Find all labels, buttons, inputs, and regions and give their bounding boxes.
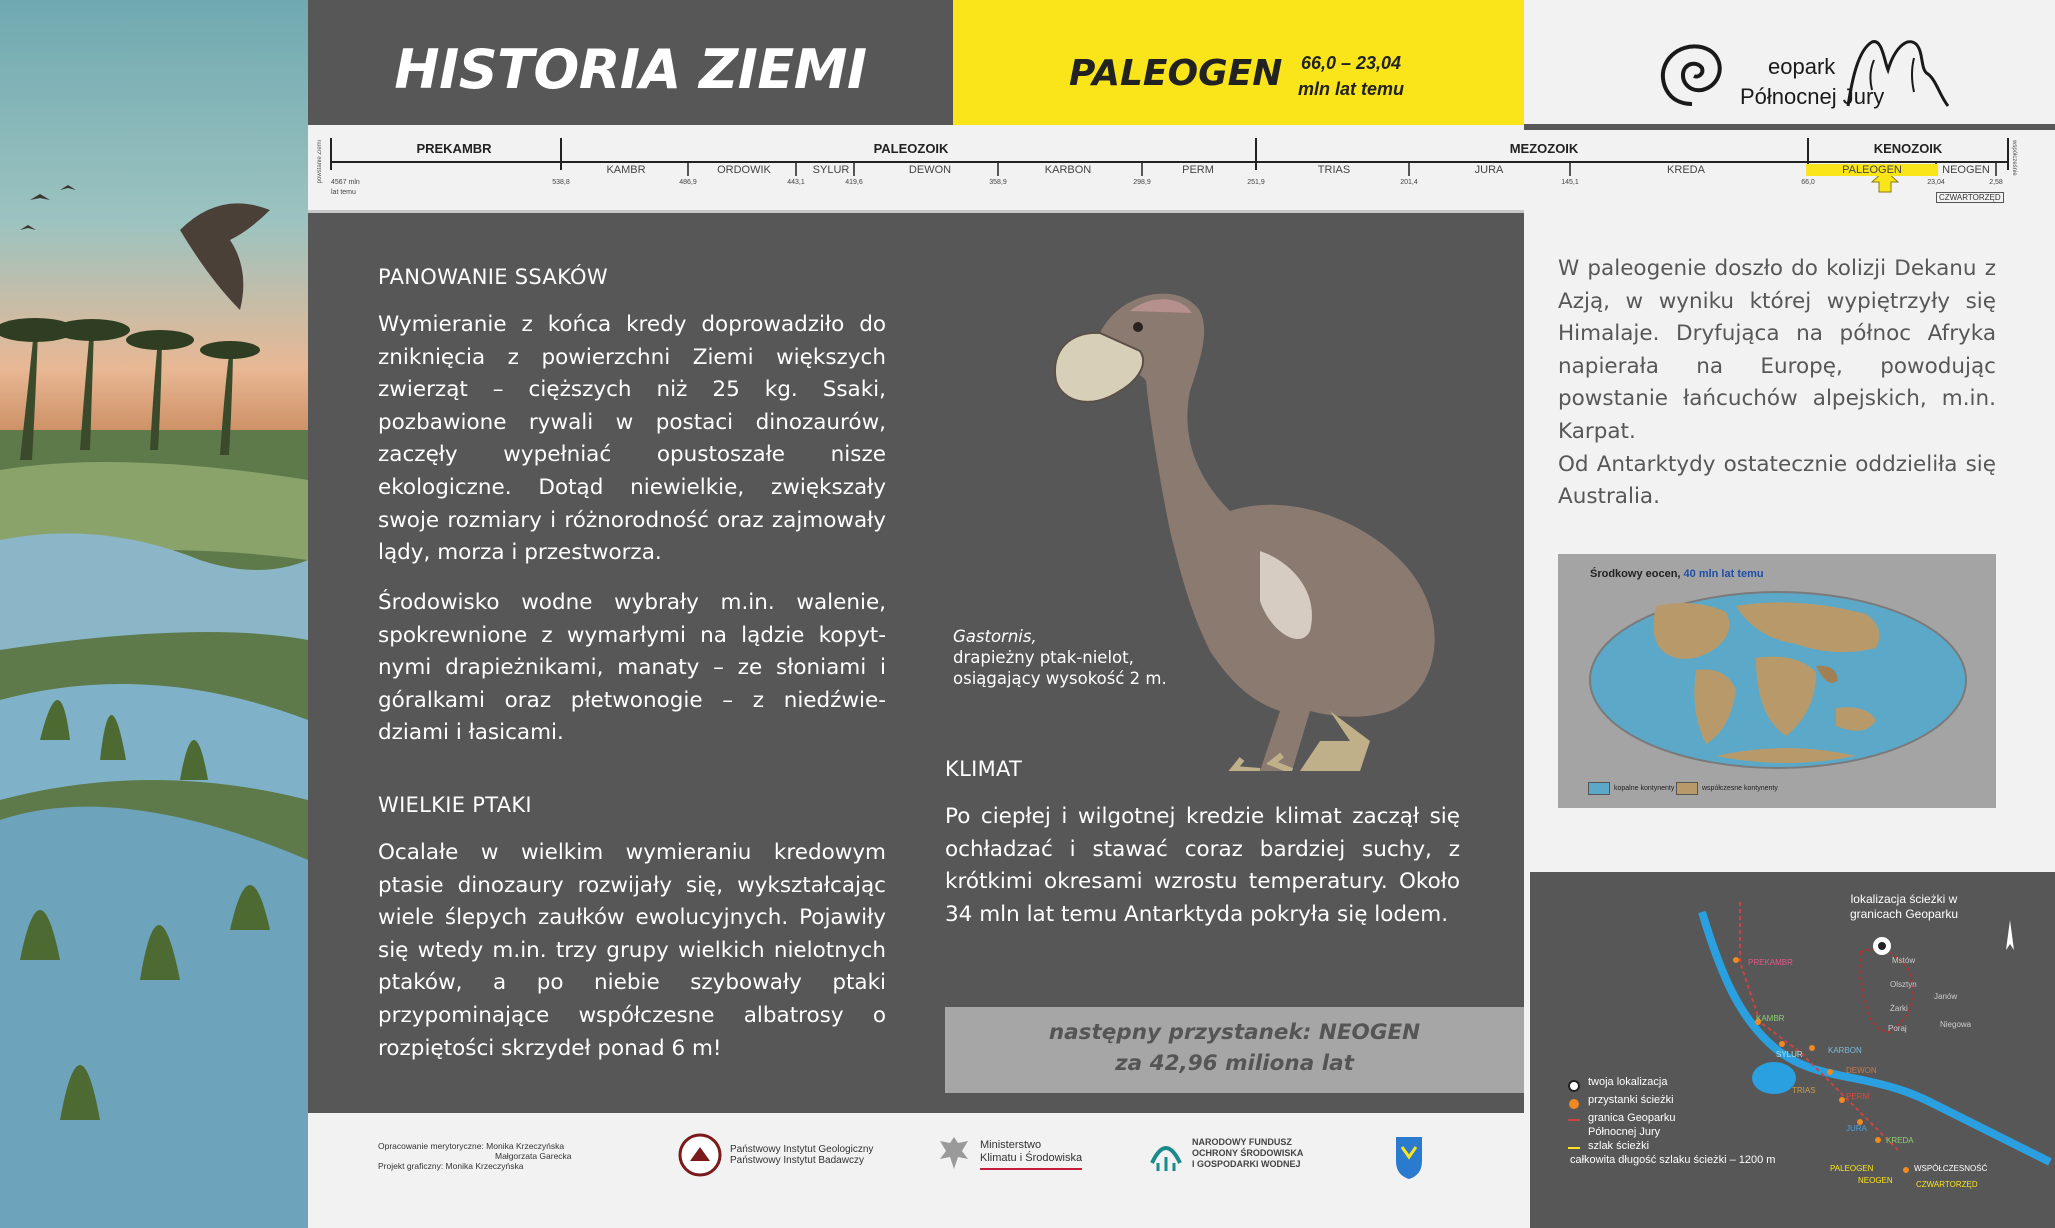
age-label: 538,8	[552, 179, 570, 186]
eocene-globe-map	[1586, 588, 1970, 772]
age-label: 443,1	[787, 179, 805, 186]
nf-line-2: OCHRONY ŚRODOWISKA	[1192, 1147, 1304, 1158]
era-mezozoik: MEZOZOIK	[1509, 141, 1579, 156]
map-title	[1590, 568, 1764, 580]
era-panel	[953, 0, 1524, 125]
right-paragraph-1: W paleogenie doszło do kolizji Dekanu z Azją, w wyniku której wypiętrzyły się Himalaje. Dryfująca na północ Afryka napierała na Europę, powodując powstanie łańcuchów alpejskich, m.in. Karpat.	[1558, 256, 1996, 444]
era-paleozoik: PALEOZOIK	[873, 141, 949, 156]
ministry-line-1: Ministerstwo	[980, 1138, 1042, 1151]
mammals-heading: PANOWANIE SSAKÓW	[378, 265, 608, 289]
age-label: 66,0	[1801, 179, 1815, 186]
stop-kreda: KREDA	[1886, 1136, 1914, 1145]
age-label: 358,9	[989, 179, 1007, 186]
header-title-panel	[308, 0, 953, 125]
gastornis-caption	[953, 626, 1167, 689]
period-kambr: KAMBR	[606, 164, 646, 176]
period-jura: JURA	[1474, 164, 1504, 176]
period-neogen: NEOGEN	[1942, 164, 1990, 176]
landscape-painting	[0, 0, 308, 1228]
stop-dewon: DEWON	[1846, 1066, 1877, 1075]
legend-swatch-fossil	[1588, 782, 1610, 795]
geopark-logo	[1524, 0, 2055, 125]
period-ordowik: ORDOWIK	[717, 164, 771, 176]
legend-swatch-modern	[1676, 782, 1698, 795]
legend-modern	[1676, 782, 1778, 795]
eocene-world-map	[1558, 554, 1996, 808]
legend-your-location: twoja lokalizacja	[1588, 1076, 1668, 1088]
trail-map-title: lokalizacja ścieżki w granicach Geoparku	[1849, 892, 1959, 921]
eagle-emblem-icon	[936, 1133, 972, 1175]
caption-description: drapieżny ptak-nielot,	[953, 648, 1134, 667]
caption-species: Gastornis,	[953, 627, 1037, 646]
era-range-unit: mln lat temu	[1298, 79, 1405, 99]
birds-heading: WIELKIE PTAKI	[378, 793, 532, 817]
legend-geopark-border: granica Geoparku Północnej Jury	[1588, 1112, 1676, 1138]
start-age-value: 4567 mln	[331, 179, 360, 186]
timeline-start-label: powstanie Ziemi	[317, 140, 323, 184]
ministry-line-2: Klimatu i Środowiska	[980, 1151, 1083, 1164]
age-label: 298,9	[1133, 179, 1151, 186]
next-stop-distance: za 42,96 miliona lat	[1115, 1051, 1354, 1076]
pig-emblem-icon	[678, 1133, 722, 1177]
mammals-paragraph-1: Wymieranie z końca kredy doprowadziło do zniknięcia z powierzchni Ziemi większych zwierząt – cięższych niż 25 kg. Ssaki, pozbawione rywali w postaci dinozaurów, zaczęły wypełniać opustoszałe nisze ekologiczne. Dotąd niewielkie, zwiększały swoje rozmiary i różnorodność oraz zajmowały lądy, morza i przestworza.	[378, 312, 886, 566]
right-description	[1558, 253, 1996, 514]
stop-paleogen: PALEOGEN	[1830, 1164, 1874, 1173]
pig-name: Państwowy Instytut Geologiczny	[730, 1144, 874, 1155]
age-label: 251,9	[1247, 179, 1265, 186]
stop-jura: JURA	[1846, 1124, 1867, 1133]
pig-subname: Państwowy Instytut Badawczy	[730, 1155, 864, 1166]
stop-perm: PERM	[1846, 1092, 1870, 1101]
credits	[378, 1141, 572, 1171]
main-content-panel	[308, 213, 1524, 1113]
legend-modern-label: współczesne kontynenty	[1702, 784, 1778, 792]
logo-text-geopark: eopark	[1768, 54, 1836, 79]
era-name: PALEOGEN	[1069, 53, 1283, 94]
stop-trias: TRIAS	[1792, 1086, 1816, 1095]
period-kreda: KREDA	[1667, 164, 1705, 176]
sponsor-pig	[678, 1133, 873, 1177]
stop-sylur: SYLUR	[1776, 1050, 1803, 1059]
climate-paragraph: Po ciepłej i wilgotnej kredzie klimat zaczął się ochładzać i stawać coraz bardziej suchy, z krótkimi okresami wzrostu temperatury. Około 34 mln lat temu Antarktyda pokryła się lodem.	[945, 804, 1460, 927]
geologic-timeline	[308, 130, 2055, 210]
age-label: 23,04	[1927, 179, 1945, 186]
nf-line-1: NARODOWY FUNDUSZ	[1192, 1136, 1292, 1147]
era-prekambr: PREKAMBR	[416, 141, 492, 156]
age-label: 419,6	[845, 179, 863, 186]
period-karbon: KARBON	[1044, 164, 1092, 176]
age-label: 201,4	[1400, 179, 1418, 186]
age-label: 2,58	[1989, 179, 2003, 186]
stop-prekambr: PREKAMBR	[1748, 958, 1793, 967]
legend-trail-route: szlak ścieżki	[1588, 1140, 1650, 1152]
nf-line-3: I GOSPODARKI WODNEJ	[1192, 1158, 1301, 1169]
stop-czwartorzed: CZWARTORZĘD	[1916, 1180, 1978, 1189]
age-label: 486,9	[679, 179, 697, 186]
legend-trail-length: całkowita długość szlaku ścieżki – 1200 m	[1570, 1154, 1776, 1166]
credit-content: Opracowanie merytoryczne: Monika Krzeczyńska	[378, 1141, 565, 1151]
page-title: HISTORIA ZIEMI	[394, 38, 867, 101]
timeline-end-label: współcześnie	[2011, 140, 2017, 176]
period-trias: TRIAS	[1317, 164, 1351, 176]
legend-trail-stops: przystanki ścieżki	[1588, 1094, 1674, 1106]
map-title-age: 40 mln lat temu	[1683, 568, 1764, 580]
age-label: 145,1	[1561, 179, 1579, 186]
stop-neogen: NEOGEN	[1858, 1176, 1893, 1185]
logo-text-jura: Północnej Jury	[1740, 84, 1885, 109]
credit-content-2: Małgorzata Garecka	[495, 1151, 572, 1161]
sponsor-nfosigw	[1148, 1133, 1303, 1173]
next-stop-box	[945, 1007, 1524, 1093]
era-range	[1298, 50, 1404, 102]
mammals-paragraph-2: Środowisko wodne wybrały m.in. walenie, spokrewnione z wymarłymi na lądzie kopyt- nymi drapieżnikami, manaty – ze słoniami i góralkami oraz płetwonogie – z niedźwie- dziami i łasicami.	[378, 590, 886, 746]
period-dewon: DEWON	[908, 164, 952, 176]
map-title-text: Środkowy eocen,	[1590, 568, 1684, 580]
stop-kambr: KAMBR	[1756, 1014, 1785, 1023]
town-janow: Janów	[1934, 992, 1958, 1001]
footer	[308, 1113, 1524, 1228]
era-kenozoik: KENOZOIK	[1873, 141, 1943, 156]
legend-fossil-label: kopalne kontynenty	[1614, 784, 1675, 792]
sponsor-ministry	[936, 1133, 1082, 1175]
stop-karbon: KARBON	[1828, 1046, 1862, 1055]
trail-location-map	[1530, 872, 2055, 1228]
next-stop-title: następny przystanek: NEOGEN	[1048, 1020, 1421, 1045]
timeline-start-age	[331, 178, 360, 198]
period-sylur: SYLUR	[812, 164, 850, 176]
quaternary-label: CZWARTORZĘD	[1936, 192, 2004, 203]
municipal-coat-of-arms-icon	[1394, 1135, 1424, 1181]
town-poraj: Poraj	[1888, 1024, 1907, 1033]
town-zarki: Żarki	[1890, 1004, 1908, 1013]
stop-wspolczesnosc: WSPÓŁCZESNOŚĆ	[1914, 1164, 1988, 1173]
birds-paragraph: Ocalałe w wielkim wymieraniu kredowym ptasie dinozaury rozwijały się, wykształcając wiele ślepych zaułków ewolucyjnych. Pojawiły się wtedy m.in. trzy grupy wielkich nielotnych ptaków, a po niebie szybowały ptaki przypominające współczesne albatrosy o rozpiętości skrzydeł ponad 6 m!	[378, 840, 886, 1061]
nfosigw-logo-icon	[1148, 1133, 1184, 1173]
climate-heading: KLIMAT	[945, 757, 1023, 781]
town-olsztyn: Olsztyn	[1890, 980, 1917, 989]
credit-design: Projekt graficzny: Monika Krzeczyńska	[378, 1161, 524, 1171]
gastornis-illustration	[1030, 271, 1490, 771]
period-paleogen: PALEOGEN	[1806, 164, 1938, 176]
era-range-years: 66,0 – 23,04	[1300, 53, 1402, 73]
period-perm: PERM	[1182, 164, 1214, 176]
caption-height: osiągający wysokość 2 m.	[953, 669, 1167, 688]
right-paragraph-2: Od Antarktydy ostatecznie oddzieliła się Australia.	[1558, 451, 1996, 510]
town-niegowa: Niegowa	[1940, 1020, 1972, 1029]
start-age-unit: lat temu	[331, 189, 356, 196]
town-mstow: Mstów	[1892, 956, 1916, 965]
legend-fossil	[1588, 782, 1674, 795]
spiral-logo-icon	[1656, 34, 1728, 110]
